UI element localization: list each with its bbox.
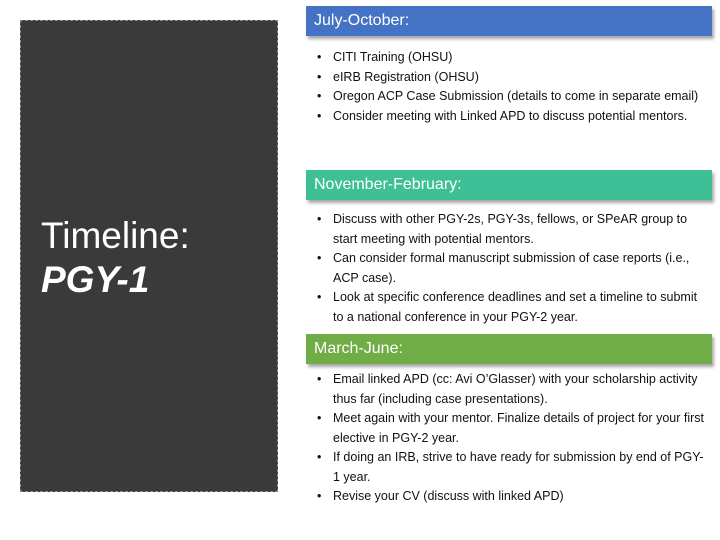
list-item-text: Email linked APD (cc: Avi O’Glasser) with your scholarship activity thus far (including case presentations). [333,372,698,406]
list-item-text: Oregon ACP Case Submission (details to come in separate email) [333,89,699,103]
section-list-july-october [315,48,705,126]
slide-title [41,214,190,302]
bullet-icon: • [317,108,322,123]
list-item [315,370,705,409]
list-item-text: Discuss with other PGY-2s, PGY-3s, fellows, or SPeAR group to start meeting with potential mentors. [333,212,688,246]
bullet-icon: • [317,69,322,84]
section-list-november-february [315,210,705,327]
section-header-july-october: July-October: [306,6,712,36]
list-item-text: Look at specific conference deadlines and set a timeline to submit to a national conference in your PGY-2 year. [333,290,698,324]
list-item-text: Can consider formal manuscript submission of case reports (i.e., ACP case). [333,251,690,285]
list-item [315,288,705,327]
bullet-icon: • [317,89,322,103]
section-header-november-february: November-February: [306,170,712,200]
bullet-icon: • [317,489,322,503]
title-line-pgy1: PGY-1 [41,259,150,300]
section-header-march-june: March-June: [306,334,712,364]
bullet-icon: • [317,251,322,265]
list-item [315,48,705,68]
section-list-march-june [315,370,705,507]
list-item [315,409,705,448]
list-item [315,87,705,107]
list-item [315,210,705,249]
list-item-text: Meet again with your mentor. Finalize details of project for your first elective in PGY-2 year. [333,411,704,445]
title-line-timeline: Timeline: [41,215,190,256]
list-item-text: CITI Training (OHSU) [333,50,453,64]
list-item [315,68,705,88]
list-item [315,487,705,507]
list-item-text: Consider meeting with Linked APD to discuss potential mentors. [333,108,688,123]
list-item [315,107,705,127]
bullet-icon: • [317,450,322,464]
list-item-text: Revise your CV (discuss with linked APD) [333,489,564,503]
bullet-icon: • [317,372,322,386]
list-item-text: If doing an IRB, strive to have ready for submission by end of PGY-1 year. [333,450,704,484]
bullet-icon: • [317,411,322,425]
list-item [315,249,705,288]
list-item [315,448,705,487]
bullet-icon: • [317,212,322,226]
bullet-icon: • [317,50,322,64]
list-item-text: eIRB Registration (OHSU) [333,69,479,84]
bullet-icon: • [317,290,322,304]
title-panel [20,20,278,492]
